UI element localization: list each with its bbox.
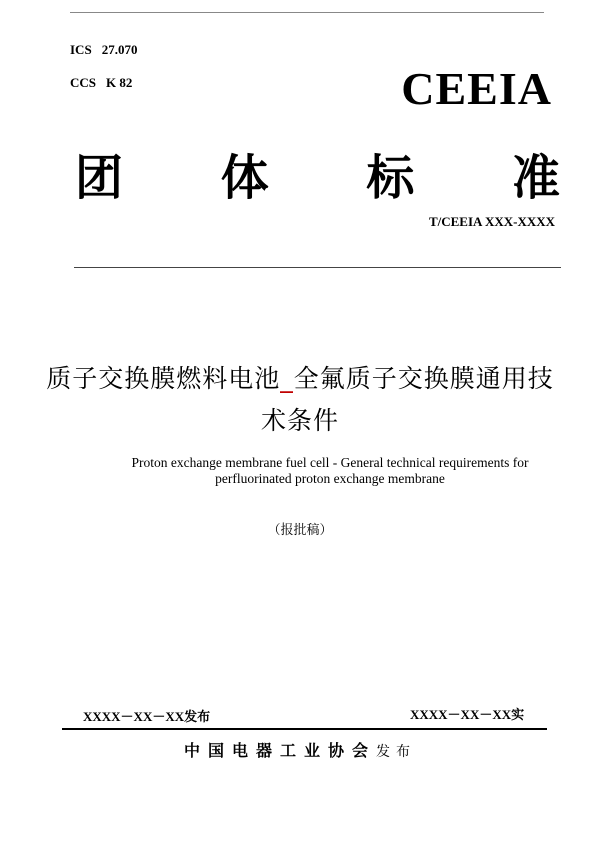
ics-label: ICS [70,42,92,57]
footer-divider [62,728,547,730]
title-zh-line2: 术条件 [260,406,339,435]
standard-number: T/CEEIA XXX-XXXX [428,214,555,229]
title-zh-part2: 全氟质子交换膜通用技 [293,364,554,393]
title-zh-part1: 质子交换膜燃料电池 [46,364,281,393]
ccs-value: K 82 [106,75,133,90]
ics-code [70,42,137,58]
standard-type-char: 准 [511,150,560,206]
top-rule [70,12,544,13]
standard-type-char: 标 [366,150,415,206]
publish-date: XXXX－XX－XX发布 [83,709,211,724]
standard-type-char: 体 [220,150,269,206]
draft-status: （报批稿） [267,523,333,538]
document-title-zh [30,358,570,442]
document-title-en [60,455,600,487]
standard-type-char: 团 [75,150,124,206]
issuer-action: 发布 [376,744,416,760]
ccs-label: CCS [70,75,97,90]
standard-type-heading [75,139,560,208]
issuer-line [0,738,600,761]
ccs-code [70,75,132,91]
title-en-line1: Proton exchange membrane fuel cell - General technical requirements for [131,455,529,470]
title-zh-separator: _ [280,364,294,393]
title-en-line2: perfluorinated proton exchange membrane [215,471,445,486]
brand-logo-text: CEEIA [401,63,552,114]
header-divider [74,267,561,268]
issuer-name: 中国电器工业协会 [183,741,376,760]
implementation-date: XXXX－XX－XX实 [410,707,525,722]
ics-value: 27.070 [101,42,138,57]
